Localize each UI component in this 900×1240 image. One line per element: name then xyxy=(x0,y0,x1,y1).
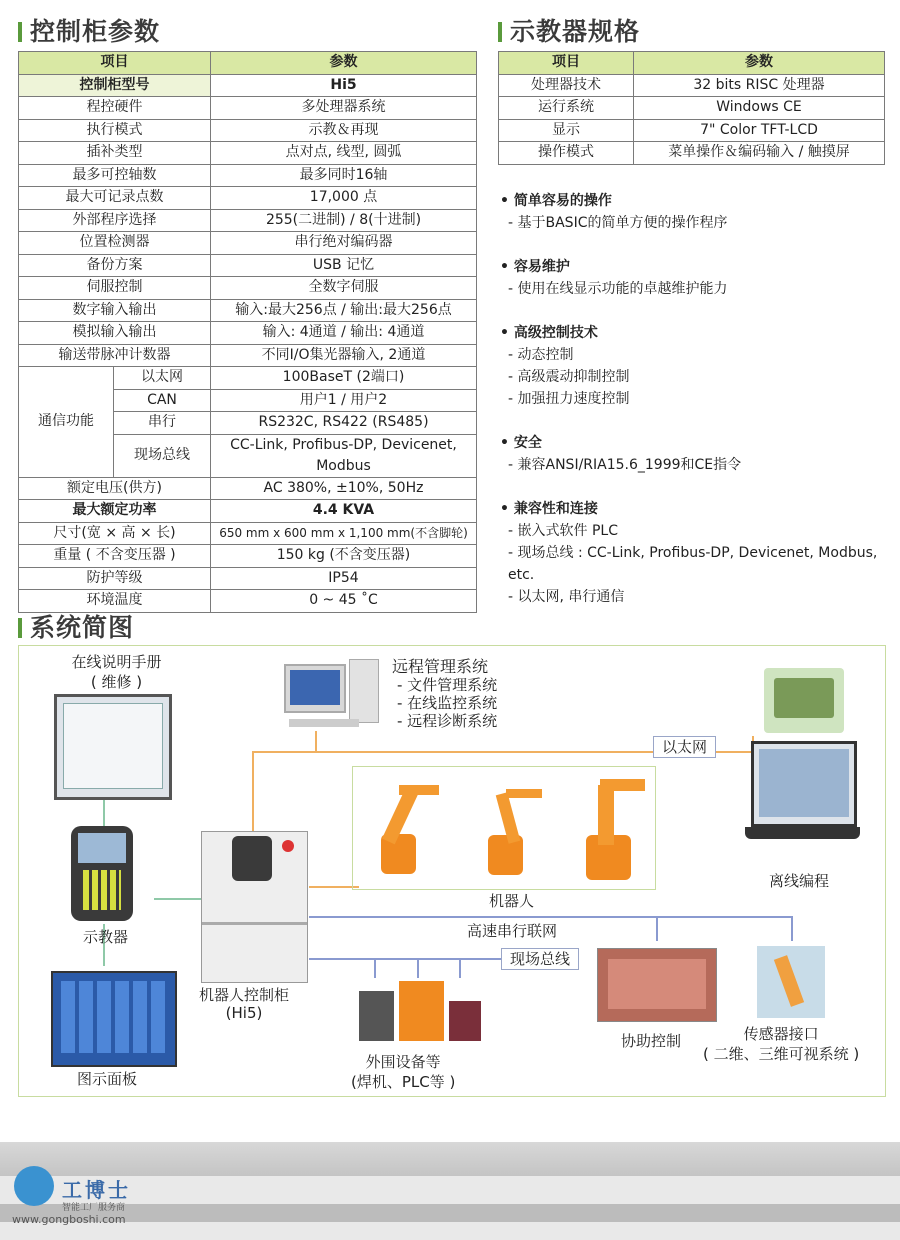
row-label: 输送带脉冲计数器 xyxy=(19,344,211,367)
feature-title: • 高级控制技术 xyxy=(500,325,598,341)
row-label: 环境温度 xyxy=(19,590,211,613)
row-label: 伺服控制 xyxy=(19,277,211,300)
robots-label: 机器人 xyxy=(489,892,535,910)
row-label: 执行模式 xyxy=(19,119,211,142)
table-row xyxy=(19,567,477,590)
row-label: 控制柜型号 xyxy=(19,74,211,97)
ethernet-tag: 以太网 xyxy=(653,736,716,758)
row-label: 数字输入输出 xyxy=(19,299,211,322)
feature-group xyxy=(500,432,895,476)
row-value: 650 mm x 600 mm x 1,100 mm(不含脚轮) xyxy=(211,522,477,545)
footer-url: www.gongboshi.com xyxy=(12,1213,126,1226)
graphic-panel-label: 图示面板 xyxy=(77,1070,138,1088)
manual-label: 在线说明手册 ( 维修 ) xyxy=(71,653,162,691)
remote-pc-image xyxy=(284,664,384,734)
row-sublabel: 现场总线 xyxy=(114,434,211,477)
row-sublabel: 串行 xyxy=(114,412,211,435)
feature-item: - 以太网, 串行通信 xyxy=(508,589,625,605)
teach-pendant-label: 示教器 xyxy=(83,928,129,946)
feature-item: - 兼容ANSI/RIA15.6_1999和CE指令 xyxy=(508,457,742,473)
system-diagram-title: 系统简图 xyxy=(18,608,134,644)
feature-group xyxy=(500,498,895,608)
table-row xyxy=(19,119,477,142)
serial-network-label: 高速串行联网 xyxy=(467,922,558,940)
row-label: 程控硬件 xyxy=(19,97,211,120)
peripheral-image xyxy=(359,981,484,1046)
row-label: 额定电压(供方) xyxy=(19,477,211,500)
system-diagram xyxy=(18,645,886,1097)
row-label: 重量 ( 不含变压器 ) xyxy=(19,545,211,568)
features-list xyxy=(500,190,895,630)
pendant-spec-title: 示教器规格 xyxy=(498,12,640,48)
row-value: Windows CE xyxy=(634,97,885,120)
table-row xyxy=(499,142,885,165)
cabinet-params-title: 控制柜参数 xyxy=(18,12,160,48)
manual-screen-image xyxy=(54,694,172,800)
robot-image-2 xyxy=(478,785,548,880)
table-header: 项目 xyxy=(499,52,634,75)
feature-title: • 简单容易的操作 xyxy=(500,193,612,209)
table-row xyxy=(19,500,477,523)
feature-item: - 加强扭力速度控制 xyxy=(508,391,630,407)
row-value: USB 记忆 xyxy=(211,254,477,277)
table-row xyxy=(19,322,477,345)
feature-group xyxy=(500,190,895,234)
row-value: IP54 xyxy=(211,567,477,590)
feature-item: - 高级震动抑制控制 xyxy=(508,369,630,385)
row-value: 不同I/O集光器输入, 2通道 xyxy=(211,344,477,367)
row-value: 示教＆再现 xyxy=(211,119,477,142)
feature-group xyxy=(500,256,895,300)
coop-control-image xyxy=(597,948,717,1022)
table-row xyxy=(19,277,477,300)
table-row xyxy=(19,209,477,232)
table-row xyxy=(19,522,477,545)
row-label: 运行系统 xyxy=(499,97,634,120)
row-value: CC-Link, Profibus-DP, Devicenet, Modbus xyxy=(211,434,477,477)
row-label: 显示 xyxy=(499,119,634,142)
row-sublabel: 以太网 xyxy=(114,367,211,390)
pendant-spec-table xyxy=(498,51,885,165)
row-value: 0 ~ 45 ˚C xyxy=(211,590,477,613)
row-value: 32 bits RISC 处理器 xyxy=(634,74,885,97)
feature-title: • 容易维护 xyxy=(500,259,570,275)
row-label: 插补类型 xyxy=(19,142,211,165)
table-row xyxy=(19,164,477,187)
row-value: 点对点, 线型, 圆弧 xyxy=(211,142,477,165)
table-row xyxy=(19,477,477,500)
peripheral-label: 外围设备等 (焊机、PLC等 ) xyxy=(351,1053,456,1091)
feature-item: - 动态控制 xyxy=(508,347,574,363)
row-value: 串行绝对编码器 xyxy=(211,232,477,255)
table-row xyxy=(19,344,477,367)
coop-control-label: 协助控制 xyxy=(621,1032,682,1050)
sensor-interface-label: 传感器接口 ( 二维、三维可视系统 ) xyxy=(703,1025,860,1063)
table-row xyxy=(499,97,885,120)
table-row xyxy=(19,299,477,322)
feature-item: - 嵌入式软件 PLC xyxy=(508,523,618,539)
row-value: 全数字伺服 xyxy=(211,277,477,300)
graphic-panel-image xyxy=(51,971,177,1067)
mascot-icon xyxy=(14,1166,54,1206)
row-sublabel: CAN xyxy=(114,389,211,412)
row-group-label: 通信功能 xyxy=(19,367,114,478)
row-label: 操作模式 xyxy=(499,142,634,165)
controller-cabinet-label: 机器人控制柜 (Hi5) xyxy=(199,986,290,1022)
feature-item: - 现场总线 : CC-Link, Profibus-DP, Devicenet, Modbus, etc. xyxy=(508,545,878,583)
feature-item: - 使用在线显示功能的卓越维护能力 xyxy=(508,281,728,297)
remote-system-label: 远程管理系统 - 文件管理系统 - 在线监控系统 - 远程诊断系统 xyxy=(392,657,498,730)
row-value: 输入:最大256点 / 输出:最大256点 xyxy=(211,299,477,322)
feature-title: • 兼容性和连接 xyxy=(500,501,598,517)
feature-title: • 安全 xyxy=(500,435,542,451)
row-label: 防护等级 xyxy=(19,567,211,590)
row-value: 菜单操作＆编码输入 / 触摸屏 xyxy=(634,142,885,165)
row-label: 处理器技术 xyxy=(499,74,634,97)
row-value: 255(二进制) / 8(十进制) xyxy=(211,209,477,232)
table-header: 参数 xyxy=(634,52,885,75)
laptop-image xyxy=(749,741,859,861)
robot-image-3 xyxy=(578,775,653,883)
sensor-image xyxy=(757,946,825,1018)
offline-programming-label: 离线编程 xyxy=(769,872,830,890)
row-value: 150 kg (不含变压器) xyxy=(211,545,477,568)
row-value: 最多同时16轴 xyxy=(211,164,477,187)
table-row xyxy=(19,254,477,277)
robots-box xyxy=(352,766,656,890)
table-header: 参数 xyxy=(211,52,477,75)
row-label: 最大可记录点数 xyxy=(19,187,211,210)
table-row xyxy=(19,232,477,255)
row-label: 模拟输入输出 xyxy=(19,322,211,345)
footer xyxy=(0,1142,900,1240)
table-row xyxy=(499,74,885,97)
feature-item: - 基于BASIC的简单方便的操作程序 xyxy=(508,215,728,231)
table-row xyxy=(19,142,477,165)
row-value: 7" Color TFT-LCD xyxy=(634,119,885,142)
table-header: 项目 xyxy=(19,52,211,75)
fieldbus-tag: 现场总线 xyxy=(501,948,579,970)
table-row xyxy=(499,119,885,142)
row-label: 最大额定功率 xyxy=(19,500,211,523)
robot-image-1 xyxy=(371,779,441,879)
row-label: 最多可控轴数 xyxy=(19,164,211,187)
row-value: RS232C, RS422 (RS485) xyxy=(211,412,477,435)
table-row xyxy=(19,545,477,568)
row-label: 尺寸(宽 × 高 × 长) xyxy=(19,522,211,545)
footer-brand: 工博士 xyxy=(62,1178,131,1202)
feature-group xyxy=(500,322,895,410)
table-row xyxy=(19,187,477,210)
row-value: 4.4 KVA xyxy=(211,500,477,523)
offline-sim-image xyxy=(764,668,844,733)
row-value: 100BaseT (2端口) xyxy=(211,367,477,390)
row-label: 位置检测器 xyxy=(19,232,211,255)
row-label: 备份方案 xyxy=(19,254,211,277)
row-value: Hi5 xyxy=(211,74,477,97)
row-label: 外部程序选择 xyxy=(19,209,211,232)
row-value: AC 380%, ±10%, 50Hz xyxy=(211,477,477,500)
table-row xyxy=(19,97,477,120)
table-row xyxy=(19,367,477,390)
teach-pendant-image xyxy=(71,826,133,921)
controller-cabinet-image xyxy=(201,831,308,983)
row-value: 输入: 4通道 / 输出: 4通道 xyxy=(211,322,477,345)
row-value: 多处理器系统 xyxy=(211,97,477,120)
table-row xyxy=(19,74,477,97)
row-value: 用户1 / 用户2 xyxy=(211,389,477,412)
footer-slogan: 智能工厂服务商 xyxy=(62,1203,126,1213)
row-value: 17,000 点 xyxy=(211,187,477,210)
cabinet-spec-table xyxy=(18,51,477,613)
